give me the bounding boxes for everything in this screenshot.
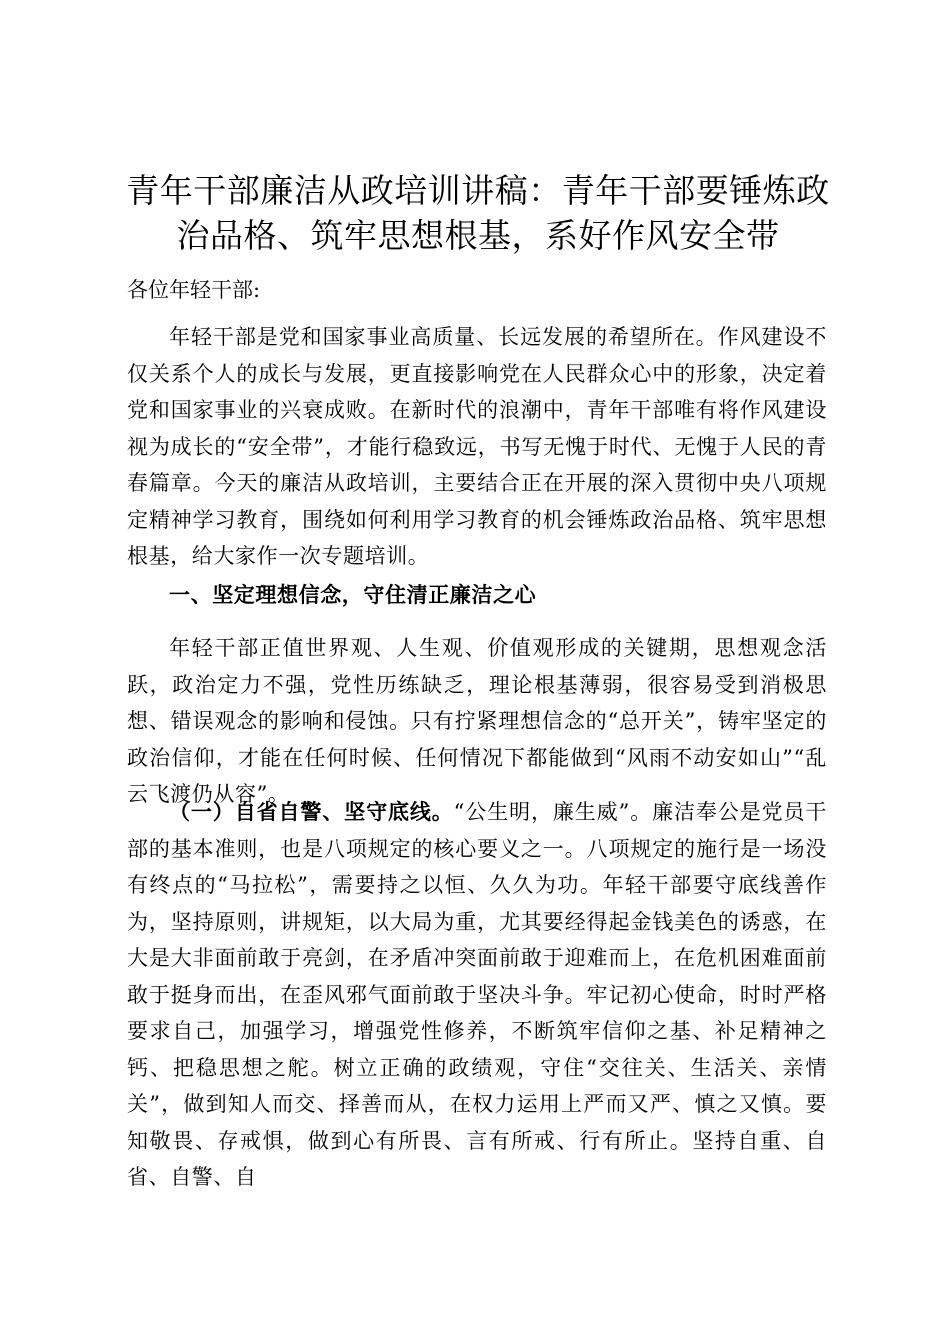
subsection-body: “公生明，廉生威”。廉洁奉公是党员干部的基本准则，也是八项规定的核心要义之一。八项规定的施行是一场没有终点的“马拉松”，需要持之以恒、久久为功。年轻干部要守底线善作为，坚持原则，讲规矩，以大局为重，尤其要经得起金钱美色的诱惑，在大是大非面前敢于亮剑，在矛盾冲突面前敢于迎难而上，在危机困难面前敢于挺身而出，在歪风邪气面前敢于坚决斗争。牢记初心使命，时时严格要求自己，加强学习，增强党性修养，不断筑牢信仰之基、补足精神之钙、把稳思想之舵。树立正确的政绩观，守住“交往关、生活关、亲情关”，做到知人而交、择善而从，在权力运用上严而又严、慎之又慎。要知敬畏、存戒惧，做到心有所畏、言有所戒、行有所止。坚持自重、自省、自警、自 — [127, 800, 827, 1189]
subsection-paragraph — [127, 794, 827, 1196]
subsection-lead: （一）自省自警、坚守底线。 — [169, 799, 454, 824]
section-paragraph: 年轻干部正值世界观、人生观、价值观形成的关键期，思想观念活跃，政治定力不强，党性历练缺乏，理论根基薄弱，很容易受到消极思想、错误观念的影响和侵蚀。只有拧紧理想信念的“总开关”，铸牢坚定的政治信仰，才能在任何时候、任何情况下都能做到“风雨不动安如山”“乱云飞渡仍从容”。 — [127, 636, 827, 806]
salutation: 各位年轻干部: — [127, 278, 261, 302]
intro-paragraph: 年轻干部是党和国家事业高质量、长远发展的希望所在。作风建设不仅关系个人的成长与发展，更直接影响党在人民群众心中的形象，决定着党和国家事业的兴衰成败。在新时代的浪潮中，青年干部唯有将作风建设视为成长的“安全带”，才能行稳致远，书写无愧于时代、无愧于人民的青春篇章。今天的廉洁从政培训，主要结合正在开展的深入贯彻中央八项规定精神学习教育，围绕如何利用学习教育的机会锤炼政治品格、筑牢思想根基，给大家作一次专题培训。 — [127, 325, 827, 568]
document-title: 青年干部廉洁从政培训讲稿：青年干部要锤炼政治品格、筑牢思想根基，系好作风安全带 — [126, 171, 830, 255]
section-heading: 一、坚定理想信念，守住清正廉洁之心 — [169, 582, 537, 607]
